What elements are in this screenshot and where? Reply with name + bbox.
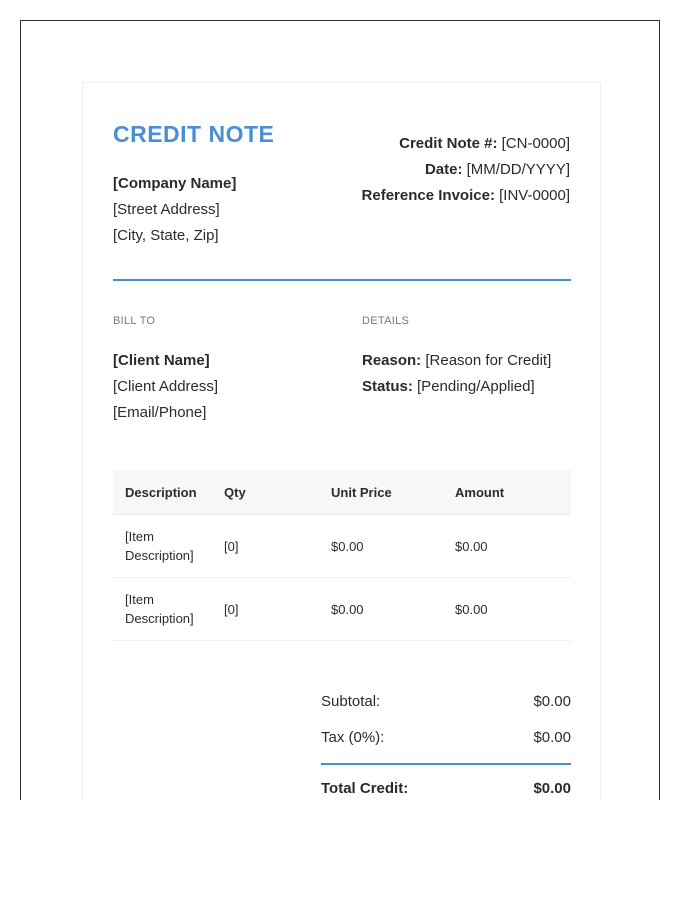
bill-to-block	[113, 348, 218, 426]
table-row	[113, 578, 571, 641]
reason-row	[362, 348, 551, 374]
tax-label: Tax (0%):	[321, 728, 385, 746]
subtotal-row	[321, 683, 571, 719]
item-qty: [0]	[212, 578, 319, 641]
company-name: [Company Name]	[113, 175, 237, 192]
document-date	[362, 157, 570, 183]
header-qty: Qty	[212, 470, 319, 515]
total-credit-label: Total Credit:	[321, 779, 409, 797]
document-title: CREDIT NOTE	[113, 121, 275, 147]
item-description: [Item Description]	[113, 515, 212, 578]
credit-note-number-value: [CN-0000]	[501, 135, 570, 152]
status-row	[362, 374, 551, 400]
reference-invoice-label: Reference Invoice:	[361, 187, 495, 204]
date-label: Date:	[424, 161, 463, 178]
company-block	[113, 171, 236, 249]
reference-invoice	[362, 183, 570, 209]
client-address: [Client Address]	[113, 378, 219, 395]
item-amount: $0.00	[443, 578, 571, 641]
reference-invoice-value: [INV-0000]	[499, 187, 570, 204]
reason-label: Reason:	[362, 352, 422, 369]
total-credit-value: $0.00	[533, 779, 571, 797]
header-unit-price: Unit Price	[319, 470, 443, 515]
tax-row	[321, 719, 571, 755]
header-divider	[113, 279, 571, 281]
page-frame	[20, 20, 660, 800]
credit-note-number	[362, 131, 570, 157]
date-value: [MM/DD/YYYY]	[466, 161, 570, 178]
credit-note-document	[82, 82, 601, 800]
document-meta	[362, 131, 570, 209]
company-city: [City, State, Zip]	[113, 227, 219, 244]
table-row	[113, 515, 571, 578]
client-name: [Client Name]	[113, 352, 210, 369]
status-value: [Pending/Applied]	[417, 378, 535, 395]
item-qty: [0]	[212, 515, 319, 578]
totals-block	[321, 683, 571, 800]
details-block	[362, 348, 551, 400]
total-credit-row	[321, 771, 571, 800]
items-table	[113, 470, 571, 641]
status-label: Status:	[362, 378, 413, 395]
details-label: DETAILS	[362, 315, 410, 327]
subtotal-label: Subtotal:	[321, 692, 381, 710]
reason-value: [Reason for Credit]	[425, 352, 552, 369]
total-divider	[321, 763, 571, 765]
subtotal-value: $0.00	[533, 692, 571, 710]
bill-to-label: BILL TO	[113, 315, 156, 327]
item-unit-price: $0.00	[319, 578, 443, 641]
company-street: [Street Address]	[113, 201, 220, 218]
header-description: Description	[113, 470, 212, 515]
credit-note-number-label: Credit Note #:	[399, 135, 498, 152]
tax-value: $0.00	[533, 728, 571, 746]
item-amount: $0.00	[443, 515, 571, 578]
header-amount: Amount	[443, 470, 571, 515]
table-header-row	[113, 470, 571, 515]
client-contact: [Email/Phone]	[113, 404, 207, 421]
item-unit-price: $0.00	[319, 515, 443, 578]
item-description: [Item Description]	[113, 578, 212, 641]
